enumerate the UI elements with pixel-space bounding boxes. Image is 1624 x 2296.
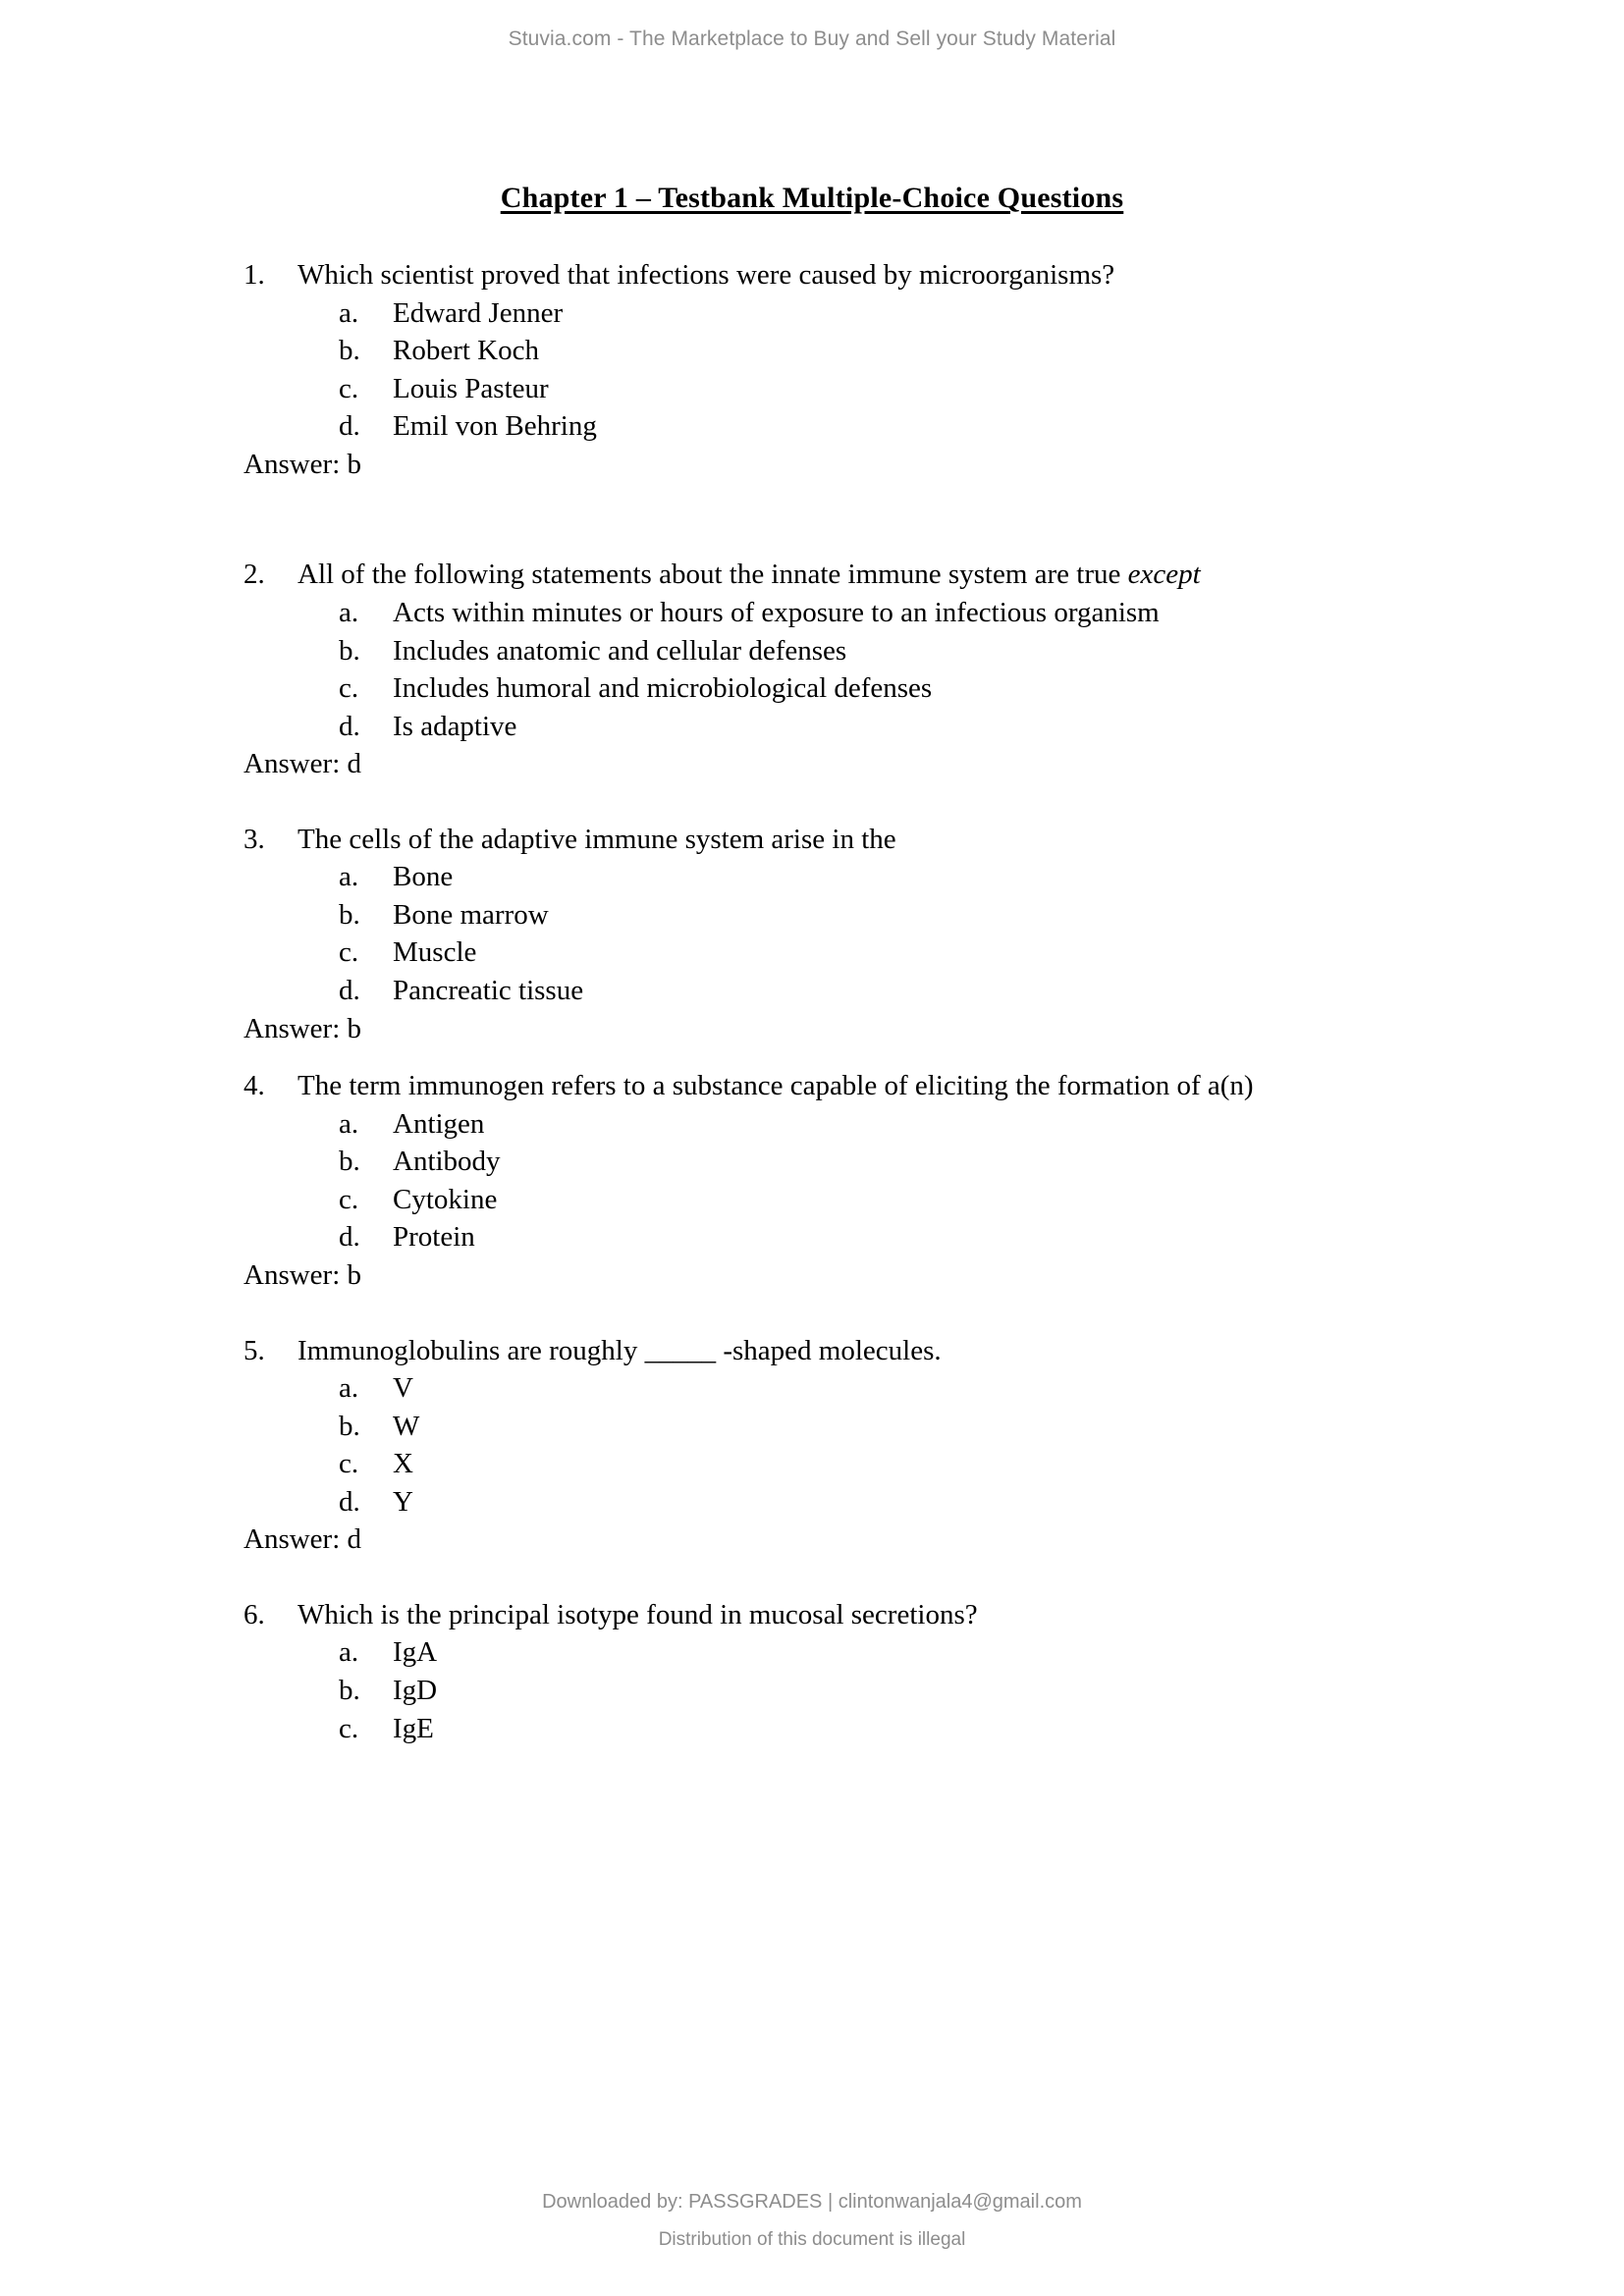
question-number: 6. <box>244 1598 265 1630</box>
answer-option[interactable] <box>0 1218 1624 1256</box>
answer-option-label: c. <box>339 672 359 705</box>
answer-key: Answer: b <box>244 448 362 480</box>
answer-option-text: Protein <box>393 1221 475 1254</box>
footer-downloaded-by: Downloaded by: PASSGRADES | clintonwanjala4@gmail.com <box>542 2191 1082 2213</box>
question-number: 1. <box>244 259 265 291</box>
answer-option-label: a. <box>339 1372 359 1405</box>
page-title-text: Chapter 1 – Testbank Multiple-Choice Questions <box>500 182 1124 214</box>
answer-option-label: b. <box>339 335 360 367</box>
answer-option[interactable] <box>0 1633 1624 1672</box>
question-block <box>0 556 1624 782</box>
answer-option[interactable] <box>0 1143 1624 1181</box>
answer-option-label: b. <box>339 634 360 667</box>
answer-option[interactable] <box>0 708 1624 746</box>
answer-key: Answer: b <box>244 1012 362 1044</box>
question-text-main: Immunoglobulins are roughly _____ -shaped molecules. <box>298 1334 942 1366</box>
answer-option-label: b. <box>339 1410 360 1442</box>
answer-option-text: Muscle <box>393 936 477 969</box>
question-text-main: Which scientist proved that infections were caused by microorganisms? <box>298 259 1115 291</box>
answer-option-text: Robert Koch <box>393 335 539 367</box>
question-text <box>298 559 1201 590</box>
answer-option-label: a. <box>339 596 359 628</box>
question-block <box>0 821 1624 1047</box>
answer-option-label: d. <box>339 710 360 742</box>
page-title <box>0 182 1624 215</box>
answer-option-text: Includes humoral and microbiological defenses <box>393 672 933 705</box>
answer-option-label: b. <box>339 898 360 931</box>
answer-option-text: Antibody <box>393 1146 501 1178</box>
answer-option[interactable] <box>0 1445 1624 1483</box>
question-spacer <box>0 1559 1624 1596</box>
answer-option[interactable] <box>0 896 1624 934</box>
answer-option[interactable] <box>0 1105 1624 1144</box>
answer-option[interactable] <box>0 407 1624 446</box>
answer-option[interactable] <box>0 858 1624 896</box>
question-stem <box>0 256 1624 294</box>
answer-option[interactable] <box>0 972 1624 1010</box>
answer-option-text: Emil von Behring <box>393 410 597 443</box>
question-text <box>298 824 896 855</box>
answer-option[interactable] <box>0 669 1624 708</box>
answer-option-text: Y <box>393 1485 413 1518</box>
answer-option-text: Bone <box>393 861 454 893</box>
answer-key: Answer: d <box>244 748 362 780</box>
answer-option-label: c. <box>339 1712 359 1744</box>
answer-option-label: c. <box>339 1448 359 1480</box>
answer-option[interactable] <box>0 1710 1624 1748</box>
question-spacer <box>0 1295 1624 1332</box>
answer-option-label: a. <box>339 296 359 329</box>
answer-option[interactable] <box>0 934 1624 972</box>
question-spacer <box>0 783 1624 821</box>
answer-option-text: Louis Pasteur <box>393 372 549 404</box>
question-text <box>298 259 1114 291</box>
answer-option-label: d. <box>339 975 360 1006</box>
question-spacer <box>0 483 1624 556</box>
answer-option-text: IgD <box>393 1675 438 1706</box>
answer-option-text: W <box>393 1410 420 1442</box>
answer-key: Answer: d <box>244 1523 362 1556</box>
answer-option-label: b. <box>339 1675 360 1706</box>
question-text-main: Which is the principal isotype found in mucosal secretions? <box>298 1598 978 1630</box>
question-block <box>0 1596 1624 1747</box>
question-block <box>0 256 1624 483</box>
answer-option[interactable] <box>0 632 1624 670</box>
answer-option[interactable] <box>0 1672 1624 1710</box>
answer-option-text: Is adaptive <box>393 710 517 742</box>
answer-option[interactable] <box>0 1181 1624 1219</box>
answer-option-label: d. <box>339 410 360 443</box>
answer-option[interactable] <box>0 594 1624 632</box>
answer-option-label: d. <box>339 1221 360 1254</box>
answer-option-label: c. <box>339 372 359 404</box>
answer-option[interactable] <box>0 332 1624 370</box>
answer-option-text: Includes anatomic and cellular defenses <box>393 634 847 667</box>
document-footer <box>0 2191 1624 2251</box>
answer-option[interactable] <box>0 1408 1624 1446</box>
answer-option-label: c. <box>339 1183 359 1215</box>
question-number: 2. <box>244 559 265 591</box>
question-text-main: The term immunogen refers to a substance capable of eliciting the formation of a(n) <box>298 1070 1254 1102</box>
question-text-main: The cells of the adaptive immune system arise in the <box>298 823 896 855</box>
answer-option[interactable] <box>0 370 1624 408</box>
answer-option-label: c. <box>339 936 359 969</box>
question-text-emphasis: except <box>1127 559 1201 591</box>
question-block <box>0 1332 1624 1559</box>
answer-option-label: b. <box>339 1146 360 1178</box>
question-number: 4. <box>244 1070 265 1102</box>
question-text <box>298 1335 942 1366</box>
question-stem <box>0 556 1624 594</box>
answer-option-text: Antigen <box>393 1107 485 1140</box>
answer-option[interactable] <box>0 1369 1624 1408</box>
question-stem <box>0 821 1624 859</box>
question-number: 5. <box>244 1334 265 1366</box>
answer-option-text: Cytokine <box>393 1183 498 1215</box>
question-block <box>0 1067 1624 1294</box>
question-stem <box>0 1067 1624 1105</box>
question-text <box>298 1599 978 1630</box>
answer-option-text: Bone marrow <box>393 898 549 931</box>
answer-option-text: V <box>393 1372 413 1405</box>
answer-option-text: IgE <box>393 1712 434 1744</box>
footer-distribution-notice: Distribution of this document is illegal <box>658 2229 966 2250</box>
question-stem <box>0 1332 1624 1370</box>
question-text <box>298 1070 1254 1101</box>
document-body <box>0 182 1624 1747</box>
question-text-main: All of the following statements about the innate immune system are true <box>298 559 1128 591</box>
question-spacer <box>0 1047 1624 1067</box>
answer-option-label: a. <box>339 1107 359 1140</box>
stuvia-watermark-header: Stuvia.com - The Marketplace to Buy and Sell your Study Material <box>508 27 1116 50</box>
question-number: 3. <box>244 823 265 855</box>
answer-option-label: a. <box>339 861 359 893</box>
answer-option-text: IgA <box>393 1636 438 1669</box>
answer-key: Answer: b <box>244 1258 362 1291</box>
answer-option-text: Edward Jenner <box>393 296 564 329</box>
answer-option-label: a. <box>339 1636 359 1669</box>
answer-option[interactable] <box>0 294 1624 333</box>
answer-option-text: Pancreatic tissue <box>393 975 584 1006</box>
answer-option[interactable] <box>0 1483 1624 1522</box>
question-list <box>0 256 1624 1747</box>
answer-option-text: X <box>393 1448 413 1480</box>
question-stem <box>0 1596 1624 1634</box>
answer-option-label: d. <box>339 1485 360 1518</box>
answer-option-text: Acts within minutes or hours of exposure to an infectious organism <box>393 596 1160 628</box>
